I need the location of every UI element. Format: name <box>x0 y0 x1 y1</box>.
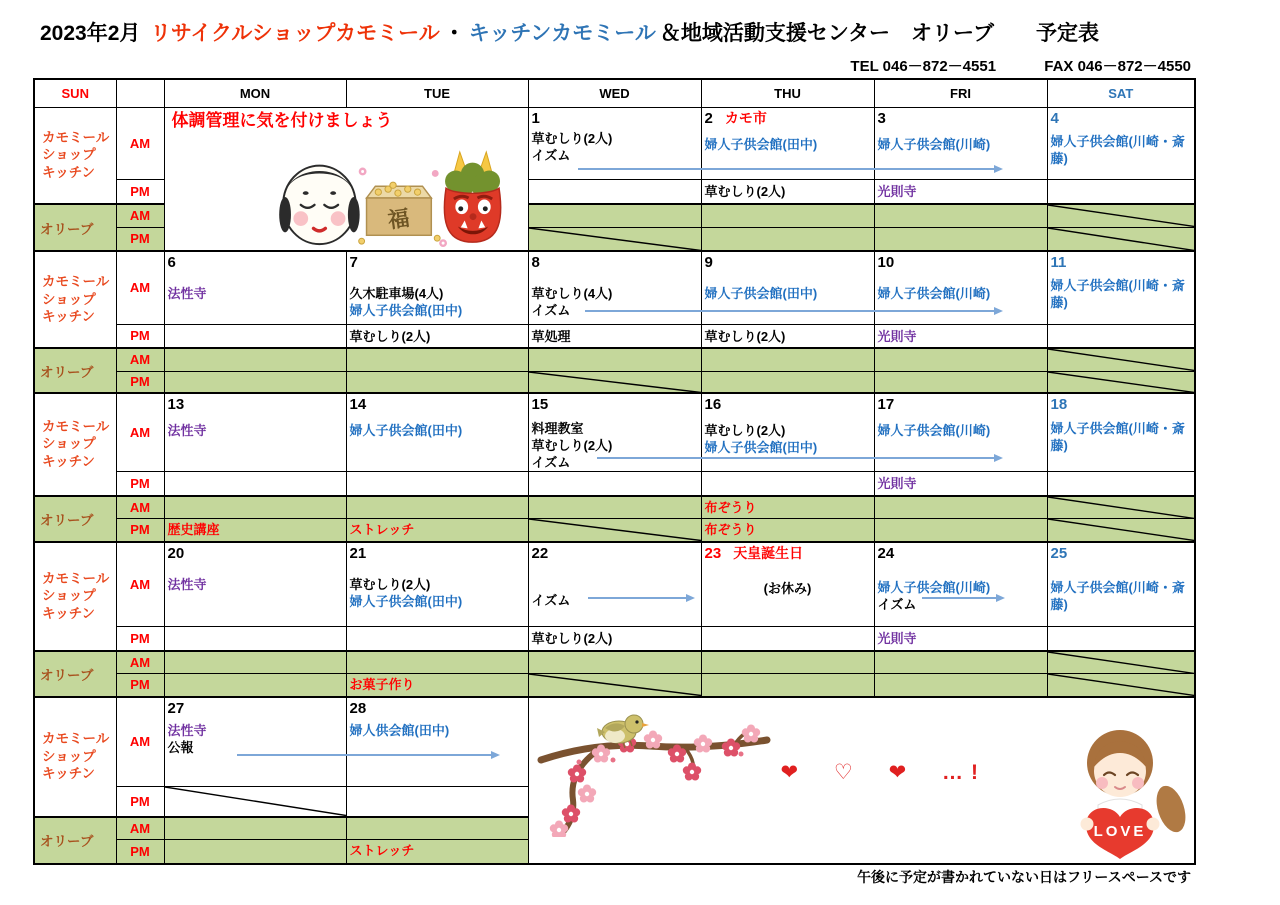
day-cell-16: 16 草むしり(2人) 婦人子供会館(田中) <box>701 393 874 472</box>
row-label-chamomile: カモミール ショップ キッチン <box>34 393 116 496</box>
olive-am-cell-7 <box>346 348 528 371</box>
olive-am-cell-23 <box>701 651 874 674</box>
olive-pm-cell-23 <box>701 674 874 697</box>
event: 草むしり(2人) <box>704 183 786 199</box>
olive-am-cell-24 <box>874 651 1047 674</box>
event: 婦人子供会館(田中) <box>349 593 463 609</box>
olive-pm-cell-13 <box>164 519 346 542</box>
day-cell-27: 27 法性寺 公報 <box>164 697 346 787</box>
pm-label: PM <box>116 840 164 864</box>
row-label-chamomile: カモミール ショップ キッチン <box>34 697 116 817</box>
day-cell-25: 25 婦人子供会館(川崎・斎藤) <box>1047 542 1195 627</box>
row-label-olive: オリーブ <box>34 651 116 697</box>
strikethrough-diagonal <box>529 674 701 696</box>
event: 久木駐車場(4人) <box>349 286 444 301</box>
decoration-cell <box>528 697 1195 864</box>
olive-pm-cell-7 <box>346 371 528 393</box>
title-separator: ・ <box>443 22 465 45</box>
event-kamo-market: カモ市 <box>724 109 767 126</box>
olive-pm-cell-21 <box>346 674 528 697</box>
event: イズム <box>531 303 571 318</box>
event: 婦人子供会館(川崎・斎藤) <box>1050 579 1185 612</box>
day-cell-4: 4 婦人子供会館(川崎・斎藤) <box>1047 107 1195 179</box>
event: 草むしり(2人) <box>349 576 431 592</box>
olive-am-cell-2 <box>701 204 874 227</box>
strikethrough-diagonal <box>1048 349 1195 371</box>
schedule-arrow-right <box>237 754 491 756</box>
day-cell-11: 11 婦人子供会館(川崎・斎藤) <box>1047 251 1195 324</box>
event: 料理教室 <box>531 421 584 436</box>
day-cell-8: 8 草むしり(4人) イズム <box>528 251 701 324</box>
footer-note: 午後に予定が書かれていない日はフリースペースです <box>856 869 1191 885</box>
pm-label: PM <box>116 179 164 204</box>
strikethrough-diagonal <box>1048 652 1195 674</box>
olive-pm-cell-24 <box>874 674 1047 697</box>
column-header-mon: MON <box>164 79 346 107</box>
pm-cell-3 <box>874 179 1047 204</box>
strikethrough-diagonal <box>529 372 701 393</box>
event: イズム <box>531 147 571 163</box>
strikethrough-diagonal <box>165 787 346 816</box>
calendar-table <box>33 78 1196 865</box>
strikethrough-diagonal <box>529 228 701 251</box>
olive-am-cell-22 <box>528 651 701 674</box>
row-label-chamomile: カモミール ショップ キッチン <box>34 542 116 651</box>
column-header-empty <box>116 79 164 107</box>
column-header-sat: SAT <box>1047 79 1195 107</box>
hearts-decoration: ❤ ♡ ❤ …! <box>780 760 987 784</box>
row-label-olive: オリーブ <box>34 817 116 864</box>
day-cell-10: 10 婦人子供会館(川崎) <box>874 251 1047 324</box>
pm-label: PM <box>116 227 164 251</box>
am-label: AM <box>116 107 164 179</box>
olive-pm-cell-28 <box>346 840 528 864</box>
am-label: AM <box>116 393 164 472</box>
event: 婦人子供会館(川崎・斎藤) <box>1050 278 1185 310</box>
event: 婦人子供会館(田中) <box>349 303 463 318</box>
pm-label: PM <box>116 324 164 348</box>
title-kitchen-name: キッチンカモミール <box>468 22 656 45</box>
svg-text:福: 福 <box>385 204 411 233</box>
strikethrough-diagonal <box>1048 519 1195 541</box>
day-cell-28: 28 婦人供会館(田中) <box>346 697 528 787</box>
pm-label: PM <box>116 371 164 393</box>
love-girl-illustration <box>1058 721 1188 861</box>
olive-pm-cell-3 <box>874 227 1047 251</box>
olive-am-cell-13 <box>164 496 346 519</box>
event: 公報 <box>167 739 194 755</box>
olive-pm-cell-25 <box>1047 674 1195 697</box>
strikethrough-diagonal <box>1048 205 1195 227</box>
day-cell-21: 21 草むしり(2人) 婦人子供会館(田中) <box>346 542 528 627</box>
event: ストレッチ <box>349 843 415 858</box>
strikethrough-diagonal <box>1048 674 1195 696</box>
pm-cell-9 <box>701 324 874 348</box>
day-cell-18: 18 婦人子供会館(川崎・斎藤) <box>1047 393 1195 472</box>
event: 婦人子供会館(川崎) <box>877 136 991 152</box>
title-month: 2023年2月 <box>40 22 141 45</box>
pm-cell-4 <box>1047 179 1195 204</box>
week1-banner-cell <box>164 107 528 251</box>
olive-pm-cell-10 <box>874 371 1047 393</box>
pm-cell-21 <box>346 627 528 651</box>
event: 草処理 <box>531 328 571 344</box>
am-label: AM <box>116 496 164 519</box>
pm-cell-13 <box>164 472 346 496</box>
olive-pm-cell-8 <box>528 371 701 393</box>
olive-pm-cell-20 <box>164 674 346 697</box>
day-cell-15: 15 料理教室 草むしり(2人) イズム <box>528 393 701 472</box>
day-cell-13: 13 法性寺 <box>164 393 346 472</box>
olive-am-cell-16 <box>701 496 874 519</box>
tel-number: TEL 046－872－4551 <box>850 58 997 75</box>
olive-am-cell-9 <box>701 348 874 371</box>
am-label: AM <box>116 348 164 371</box>
olive-am-cell-18 <box>1047 496 1195 519</box>
pm-cell-8 <box>528 324 701 348</box>
column-header-wed: WED <box>528 79 701 107</box>
pm-cell-14 <box>346 472 528 496</box>
pm-label: PM <box>116 627 164 651</box>
event: 草むしり(2人) <box>704 328 786 344</box>
day-cell-2: 2 カモ市 婦人子供会館(田中) <box>701 107 874 179</box>
olive-pm-cell-17 <box>874 519 1047 542</box>
olive-am-cell-28 <box>346 817 528 840</box>
olive-pm-cell-15 <box>528 519 701 542</box>
strikethrough-diagonal <box>1048 372 1195 393</box>
event: 草むしり(2人) <box>704 423 786 438</box>
day-cell-24: 24 婦人子供会館(川崎) イズム <box>874 542 1047 627</box>
event: 婦人供会館(田中) <box>349 722 450 738</box>
title-rest: ＆地域活動支援センター オリーブ 予定表 <box>659 22 1099 45</box>
olive-am-cell-10 <box>874 348 1047 371</box>
day-cell-14: 14 婦人子供会館(田中) <box>346 393 528 472</box>
row-label-olive: オリーブ <box>34 348 116 393</box>
event: 光則寺 <box>877 328 917 344</box>
row-label-olive: オリーブ <box>34 204 116 251</box>
calendar-table-wrap <box>33 78 1196 865</box>
olive-pm-cell-22 <box>528 674 701 697</box>
olive-am-cell-3 <box>874 204 1047 227</box>
am-label: AM <box>116 651 164 674</box>
event: 光則寺 <box>877 631 917 646</box>
fax-number: FAX 046－872－4550 <box>1044 58 1191 75</box>
event: ストレッチ <box>349 522 415 537</box>
pm-label: PM <box>116 472 164 496</box>
olive-am-cell-11 <box>1047 348 1195 371</box>
schedule-arrow-right <box>588 597 686 599</box>
olive-am-cell-20 <box>164 651 346 674</box>
schedule-arrow-right <box>922 597 996 599</box>
pm-cell-10 <box>874 324 1047 348</box>
event: 婦人子供会館(川崎) <box>877 579 991 595</box>
day-cell-20: 20 法性寺 <box>164 542 346 627</box>
strikethrough-diagonal <box>1048 497 1195 519</box>
olive-am-cell-21 <box>346 651 528 674</box>
olive-am-cell-17 <box>874 496 1047 519</box>
olive-pm-cell-6 <box>164 371 346 393</box>
pm-label: PM <box>116 674 164 697</box>
column-header-thu: THU <box>701 79 874 107</box>
event: 光則寺 <box>877 183 917 199</box>
olive-pm-cell-14 <box>346 519 528 542</box>
olive-am-cell-1 <box>528 204 701 227</box>
pm-cell-16 <box>701 472 874 496</box>
svg-text:LOVE: LOVE <box>1093 822 1147 840</box>
event: 婦人子供会館(田中) <box>704 286 818 301</box>
pm-cell-23 <box>701 627 874 651</box>
schedule-arrow-right <box>578 168 994 170</box>
event: 布ぞうり <box>704 499 757 515</box>
olive-am-cell-25 <box>1047 651 1195 674</box>
column-header-sun: SUN <box>34 79 116 107</box>
title-shop-name: リサイクルショップカモミール <box>150 22 440 45</box>
holiday-label: 天皇誕生日 <box>733 544 804 561</box>
olive-pm-cell-2 <box>701 227 874 251</box>
day-cell-22: 22 イズム <box>528 542 701 627</box>
event: 布ぞうり <box>704 522 757 537</box>
event: 草むしり(2人) <box>531 631 613 646</box>
pm-cell-25 <box>1047 627 1195 651</box>
pm-cell-18 <box>1047 472 1195 496</box>
event: 草むしり(2人) <box>349 328 431 344</box>
event: 草むしり(2人) <box>531 130 613 146</box>
column-header-tue: TUE <box>346 79 528 107</box>
column-header-fri: FRI <box>874 79 1047 107</box>
olive-am-cell-14 <box>346 496 528 519</box>
event: (お休み) <box>763 580 812 596</box>
pm-cell-7 <box>346 324 528 348</box>
am-label: AM <box>116 697 164 787</box>
plum-branch-illustration <box>535 702 775 837</box>
contact-line <box>33 55 1191 76</box>
event: 婦人子供会館(川崎・斎藤) <box>1050 133 1185 166</box>
strikethrough-diagonal <box>1048 228 1195 251</box>
event: 婦人子供会館(田中) <box>704 440 818 455</box>
event: イズム <box>877 596 917 612</box>
olive-pm-cell-4 <box>1047 227 1195 251</box>
olive-am-cell-6 <box>164 348 346 371</box>
row-label-olive: オリーブ <box>34 496 116 542</box>
pm-label: PM <box>116 519 164 542</box>
event: 法性寺 <box>167 722 207 738</box>
event: 婦人子供会館(川崎) <box>877 286 991 301</box>
event: 婦人子供会館(田中) <box>704 136 818 152</box>
pm-cell-28 <box>346 787 528 817</box>
day-cell-6: 6 法性寺 <box>164 251 346 324</box>
am-label: AM <box>116 251 164 324</box>
pm-label: PM <box>116 787 164 817</box>
schedule-arrow-right <box>585 310 994 312</box>
schedule-arrow-right <box>597 457 994 459</box>
day-cell-17: 17 婦人子供会館(川崎) <box>874 393 1047 472</box>
health-banner: 体調管理に気を付けましょう <box>171 110 393 130</box>
day-cell-9: 9 婦人子供会館(田中) <box>701 251 874 324</box>
row-label-chamomile: カモミール ショップ キッチン <box>34 107 116 204</box>
day-cell-1: 1 草むしり(2人) イズム <box>528 107 701 179</box>
event: 法性寺 <box>167 576 207 592</box>
event: 草むしり(2人) <box>531 438 613 453</box>
pm-cell-6 <box>164 324 346 348</box>
pm-cell-2 <box>701 179 874 204</box>
olive-am-cell-15 <box>528 496 701 519</box>
event: お菓子作り <box>349 677 415 692</box>
event: イズム <box>531 455 571 470</box>
event: イズム <box>531 592 571 608</box>
pm-cell-27 <box>164 787 346 817</box>
pm-cell-11 <box>1047 324 1195 348</box>
am-label: AM <box>116 817 164 840</box>
pm-cell-1 <box>528 179 701 204</box>
olive-pm-cell-18 <box>1047 519 1195 542</box>
day-cell-23: 23 天皇誕生日 (お休み) <box>701 542 874 627</box>
pm-cell-22 <box>528 627 701 651</box>
row-label-chamomile: カモミール ショップ キッチン <box>34 251 116 348</box>
am-label: AM <box>116 204 164 227</box>
day-cell-7: 7 久木駐車場(4人) 婦人子供会館(田中) <box>346 251 528 324</box>
pm-cell-24 <box>874 627 1047 651</box>
olive-am-cell-4 <box>1047 204 1195 227</box>
strikethrough-diagonal <box>529 519 701 541</box>
setsubun-illustration <box>267 144 523 250</box>
olive-am-cell-27 <box>164 817 346 840</box>
olive-pm-cell-9 <box>701 371 874 393</box>
event: 婦人子供会館(川崎) <box>877 423 991 438</box>
pm-cell-20 <box>164 627 346 651</box>
am-label: AM <box>116 542 164 627</box>
olive-pm-cell-11 <box>1047 371 1195 393</box>
event: 草むしり(4人) <box>531 286 613 301</box>
event: 婦人子供会館(田中) <box>349 423 463 438</box>
event: 法性寺 <box>167 286 207 301</box>
olive-pm-cell-16 <box>701 519 874 542</box>
pm-cell-15 <box>528 472 701 496</box>
pm-cell-17 <box>874 472 1047 496</box>
event: 婦人子供会館(川崎・斎藤) <box>1050 421 1185 453</box>
olive-pm-cell-1 <box>528 227 701 251</box>
event: 法性寺 <box>167 423 207 438</box>
olive-am-cell-8 <box>528 348 701 371</box>
olive-pm-cell-27 <box>164 840 346 864</box>
event: 光則寺 <box>877 476 917 491</box>
event: 歴史講座 <box>167 522 220 537</box>
page-title <box>40 17 1103 47</box>
day-cell-3: 3 婦人子供会館(川崎) <box>874 107 1047 179</box>
